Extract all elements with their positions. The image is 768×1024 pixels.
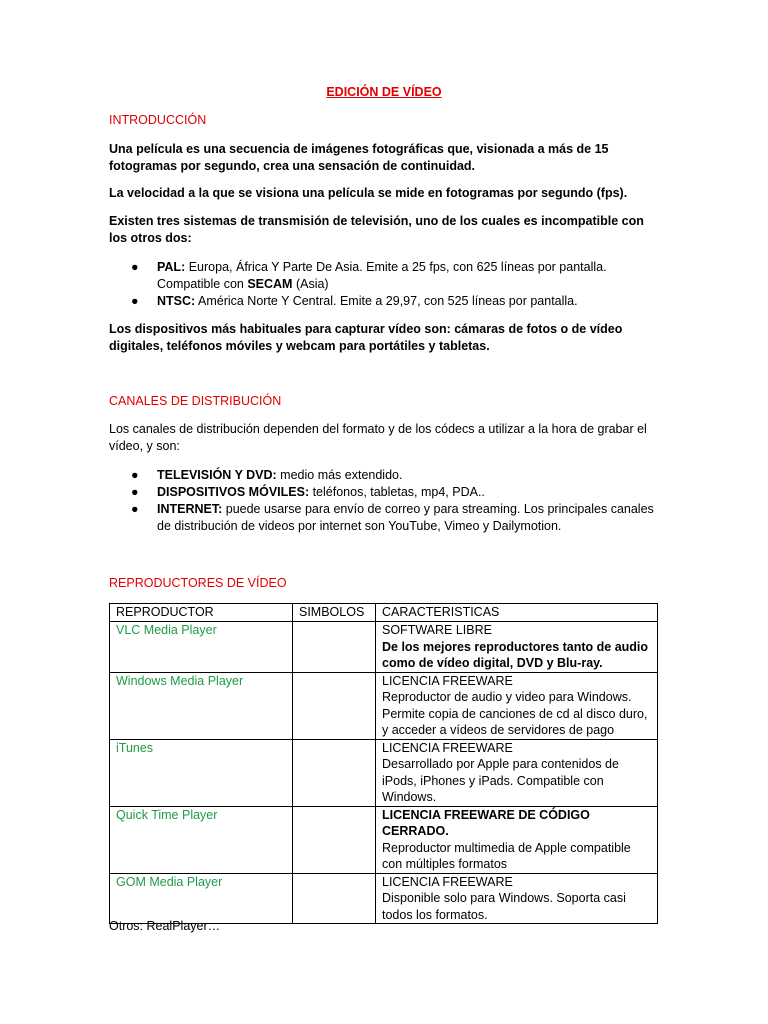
list-item — [109, 467, 665, 484]
bullet-label: TELEVISIÓN Y DVD: — [157, 468, 277, 482]
bullet-icon: ● — [131, 260, 139, 274]
column-header: REPRODUCTOR — [110, 604, 293, 622]
player-name: GOM Media Player — [110, 873, 293, 924]
bullet-label: NTSC: — [157, 294, 196, 308]
player-features — [376, 622, 658, 673]
list-item — [109, 501, 665, 535]
column-header: SIMBOLOS — [293, 604, 376, 622]
bullet-label: INTERNET: — [157, 502, 223, 516]
player-name: VLC Media Player — [110, 622, 293, 673]
bullet-icon: ● — [131, 468, 139, 482]
player-description: Desarrollado por Apple para contenidos de iPods, iPhones y iPads. Compatible con Windows. — [382, 757, 619, 804]
table-header-row — [110, 604, 658, 622]
player-name: iTunes — [110, 739, 293, 806]
table-row — [110, 739, 658, 806]
channels-paragraph: Los canales de distribución dependen del formato y de los códecs a utilizar a la hora de grabar el vídeo, y son: — [109, 422, 647, 453]
intro-paragraph-3: Existen tres sistemas de transmisión de televisión, uno de los cuales es incompatible con los otros dos: — [109, 214, 644, 245]
bullet-text: medio más extendido. — [276, 468, 403, 482]
player-description: De los mejores reproductores tanto de audio como de vídeo digital, DVD y Blu-ray. — [382, 639, 649, 670]
player-name: Quick Time Player — [110, 806, 293, 873]
column-header: CARACTERISTICAS — [376, 604, 658, 622]
channels-list — [109, 467, 665, 535]
table-row — [110, 672, 658, 739]
table-row — [110, 622, 658, 673]
player-features — [376, 739, 658, 806]
player-description: Reproductor multimedia de Apple compatible con múltiples formatos — [382, 840, 631, 871]
list-item — [109, 259, 665, 293]
bullet-bold-term: SECAM — [247, 277, 293, 291]
bullet-label: DISPOSITIVOS MÓVILES: — [157, 485, 310, 499]
intro-heading: INTRODUCCIÓN — [109, 113, 207, 127]
player-license: LICENCIA FREEWARE DE CÓDIGO CERRADO. — [382, 807, 590, 838]
bullet-text: puede usarse para envío de correo y para streaming. Los principales canales de distribución de videos por internet son YouTube, Vimeo y Dailymotion. — [157, 502, 654, 533]
player-symbol — [293, 739, 376, 806]
bullet-text: Europa, África Y Parte De Asia. Emite a 25 fps, con 625 líneas por pantalla. Compatible con — [157, 260, 607, 291]
list-item — [109, 484, 665, 501]
player-symbol — [293, 806, 376, 873]
player-features — [376, 873, 658, 924]
bullet-tail: (Asia) — [292, 277, 329, 291]
list-item — [109, 293, 665, 310]
other-players-note: Otros: RealPlayer… — [109, 919, 221, 933]
player-license: LICENCIA FREEWARE — [382, 673, 513, 688]
players-heading: REPRODUCTORES DE VÍDEO — [109, 576, 287, 590]
players-table — [109, 603, 658, 924]
channels-heading: CANALES DE DISTRIBUCIÓN — [109, 394, 282, 408]
bullet-icon: ● — [131, 485, 139, 499]
bullet-text: América Norte Y Central. Emite a 29,97, con 525 líneas por pantalla. — [195, 294, 578, 308]
bullet-icon: ● — [131, 294, 139, 308]
player-features — [376, 806, 658, 873]
intro-paragraph-4: Los dispositivos más habituales para capturar vídeo son: cámaras de fotos o de vídeo digitales, teléfonos móviles y webcam para portátiles y tabletas. — [109, 322, 623, 353]
bullet-text: teléfonos, tabletas, mp4, PDA.. — [309, 485, 485, 499]
tv-systems-list — [109, 259, 665, 310]
player-symbol — [293, 672, 376, 739]
player-symbol — [293, 622, 376, 673]
player-license: LICENCIA FREEWARE — [382, 740, 513, 755]
player-description: Reproductor de audio y video para Windows. Permite copia de canciones de cd al disco duro, y acceder a vídeos de servidores de pago — [382, 690, 648, 737]
player-license: LICENCIA FREEWARE — [382, 874, 513, 889]
table-row — [110, 806, 658, 873]
intro-paragraph-1: Una película es una secuencia de imágenes fotográficas que, visionada a más de 15 fotogramas por segundo, crea una sensación de continuidad. — [109, 142, 609, 173]
document-title: EDICIÓN DE VÍDEO — [326, 85, 442, 99]
intro-paragraph-2: La velocidad a la que se visiona una película se mide en fotogramas por segundo (fps). — [109, 186, 628, 200]
player-name: Windows Media Player — [110, 672, 293, 739]
player-license: SOFTWARE LIBRE — [382, 623, 492, 637]
bullet-icon: ● — [131, 502, 139, 516]
player-symbol — [293, 873, 376, 924]
table-row — [110, 873, 658, 924]
player-features — [376, 672, 658, 739]
player-description: Disponible solo para Windows. Soporta casi todos los formatos. — [382, 891, 626, 922]
bullet-label: PAL: — [157, 260, 186, 274]
